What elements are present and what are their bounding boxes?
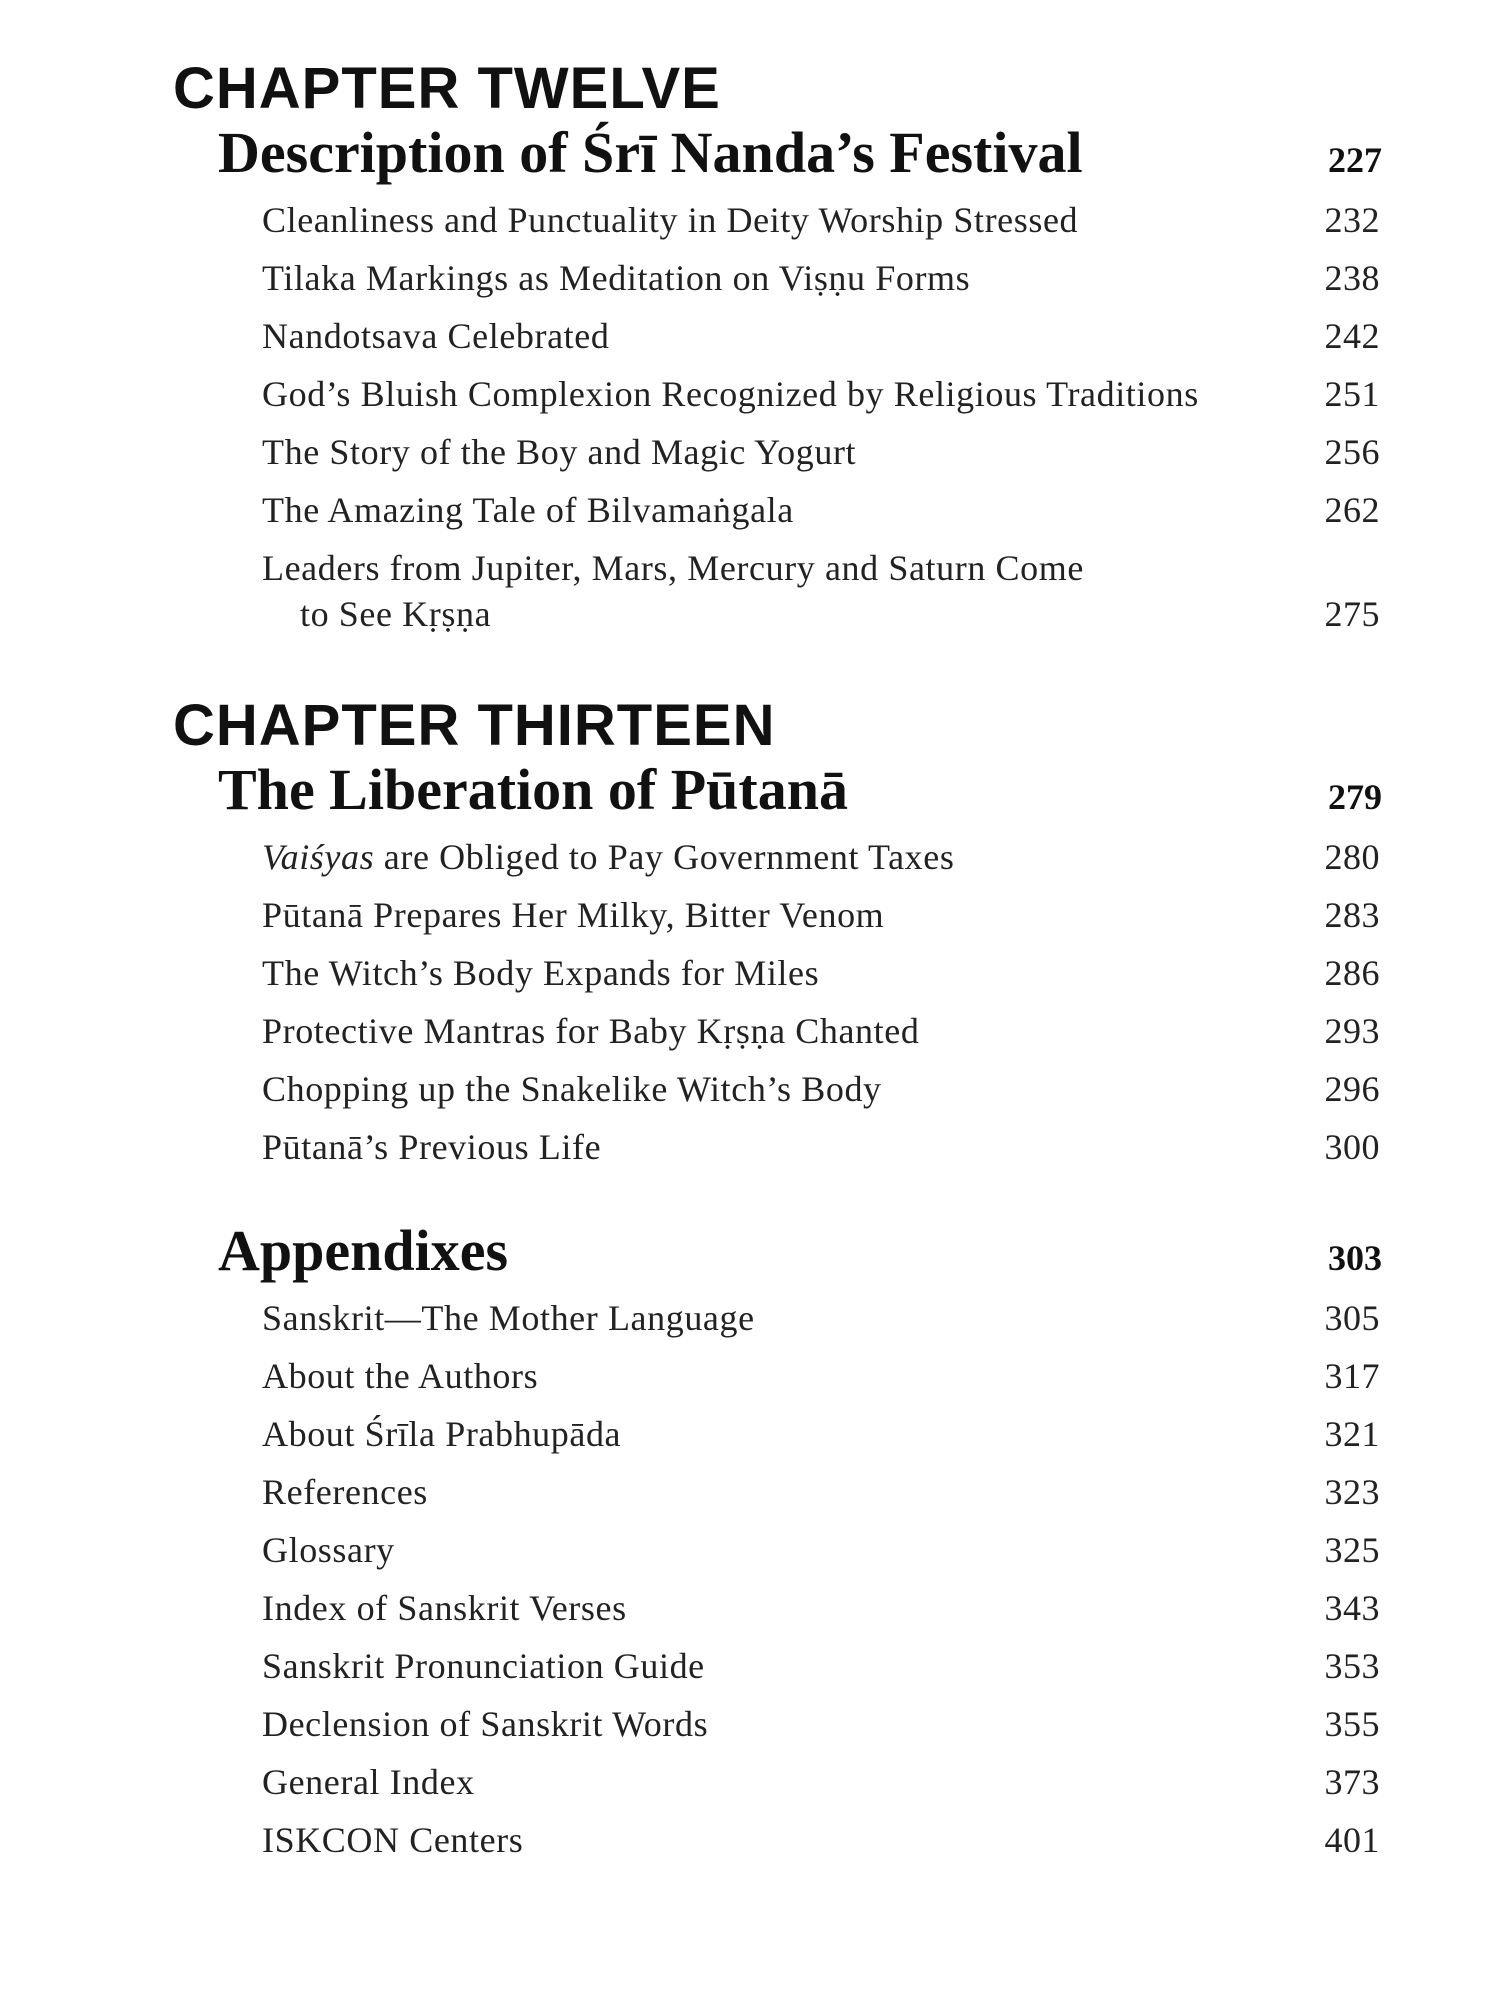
toc-entry-title: Index of Sanskrit Verses	[262, 1588, 627, 1628]
toc-entry-page: 325	[1324, 1530, 1380, 1570]
toc-entry-page: 293	[1324, 1011, 1380, 1051]
toc-entry	[262, 313, 1380, 359]
toc-entry	[262, 1817, 1380, 1863]
toc-entry-title: About Śrīla Prabhupāda	[262, 1414, 622, 1454]
toc-entry-page: 251	[1324, 374, 1380, 414]
toc-entry-title: The Amazing Tale of Bilvamaṅgala	[262, 490, 794, 530]
chapter-thirteen-label: CHAPTER THIRTEEN	[173, 693, 776, 758]
chapter-twelve-title: Description of Śrī Nanda’s Festival	[218, 120, 1083, 185]
toc-entry-page: 283	[1324, 895, 1380, 935]
toc-entry-page: 343	[1324, 1588, 1380, 1628]
toc-entry-page: 232	[1324, 200, 1380, 240]
toc-entry	[262, 834, 1380, 880]
chapter-twelve-label: CHAPTER TWELVE	[173, 56, 721, 121]
toc-entry-title: God’s Bluish Complexion Recognized by Religious Traditions	[262, 374, 1199, 414]
toc-entry-page: 296	[1324, 1069, 1380, 1109]
toc-entry	[262, 1295, 1380, 1341]
chapter-thirteen-heading	[218, 757, 1382, 822]
toc-entry-page: 353	[1324, 1646, 1380, 1686]
toc-entry	[262, 1643, 1380, 1689]
toc-entry	[262, 1469, 1380, 1515]
toc-entry	[262, 1008, 1380, 1054]
toc-entry-page: 262	[1324, 490, 1380, 530]
toc-entry-title: About the Authors	[262, 1356, 539, 1396]
toc-entry-page: 317	[1324, 1356, 1380, 1396]
toc-entry-title: The Witch’s Body Expands for Miles	[262, 953, 820, 993]
toc-entry	[262, 1527, 1380, 1573]
toc-entry-page: 323	[1324, 1472, 1380, 1512]
toc-entry-title: Nandotsava Celebrated	[262, 316, 610, 356]
toc-entry	[262, 1411, 1380, 1457]
toc-entry-title: Chopping up the Snakelike Witch’s Body	[262, 1069, 882, 1109]
toc-entry-page: 256	[1324, 432, 1380, 472]
toc-entry-title	[262, 834, 954, 880]
toc-entry-page: 238	[1324, 258, 1380, 298]
toc-entry-title: Declension of Sanskrit Words	[262, 1704, 709, 1744]
toc-entry-title: Sanskrit—The Mother Language	[262, 1298, 755, 1338]
toc-entry-page: 321	[1324, 1414, 1380, 1454]
toc-entry-title: The Story of the Boy and Magic Yogurt	[262, 432, 857, 472]
toc-entry	[262, 429, 1380, 475]
toc-entry	[262, 892, 1380, 938]
toc-entry	[262, 1066, 1380, 1112]
toc-entry-page: 355	[1324, 1704, 1380, 1744]
toc-entry-page: 286	[1324, 953, 1380, 993]
toc-entry-title-italic: Vaiśyas	[262, 837, 375, 877]
chapter-twelve-heading	[218, 120, 1382, 185]
toc-entry	[262, 371, 1380, 417]
toc-entry-title: References	[262, 1472, 428, 1512]
toc-entry-title: Leaders from Jupiter, Mars, Mercury and Saturn Come	[262, 548, 1084, 588]
appendixes-title: Appendixes	[218, 1218, 509, 1283]
toc-entry-title: Cleanliness and Punctuality in Deity Worship Stressed	[262, 200, 1079, 240]
toc-entry	[262, 545, 1380, 637]
toc-entry-title: ISKCON Centers	[262, 1820, 524, 1860]
appendixes-page: 303	[1328, 1238, 1382, 1278]
toc-entry	[262, 197, 1380, 243]
toc-entry	[262, 1124, 1380, 1170]
toc-entry-page: 305	[1324, 1298, 1380, 1338]
toc-entry-page: 280	[1324, 837, 1380, 877]
toc-entry-page: 275	[1324, 594, 1380, 634]
toc-entry-page: 242	[1324, 316, 1380, 356]
toc-entry	[262, 1353, 1380, 1399]
toc-entry-page: 300	[1324, 1127, 1380, 1167]
toc-entry	[262, 1759, 1380, 1805]
chapter-thirteen-page: 279	[1328, 777, 1382, 817]
appendixes-heading	[218, 1218, 1382, 1283]
toc-entry-title: Pūtanā Prepares Her Milky, Bitter Venom	[262, 895, 885, 935]
toc-entry	[262, 1701, 1380, 1747]
chapter-thirteen-title: The Liberation of Pūtanā	[218, 757, 848, 822]
toc-entry-title-continued: to See Kṛṣṇa	[300, 594, 492, 634]
toc-entry-title: Pūtanā’s Previous Life	[262, 1127, 602, 1167]
chapter-twelve-page: 227	[1328, 140, 1382, 180]
toc-entry-title: Sanskrit Pronunciation Guide	[262, 1646, 705, 1686]
toc-entry	[262, 1585, 1380, 1631]
toc-entry-title: General Index	[262, 1762, 475, 1802]
toc-entry	[262, 255, 1380, 301]
toc-entry-page: 401	[1324, 1820, 1380, 1860]
toc-entry-title-rest: are Obliged to Pay Government Taxes	[374, 837, 955, 877]
toc-entry-page: 373	[1324, 1762, 1380, 1802]
toc-entry	[262, 487, 1380, 533]
toc-entry-title: Tilaka Markings as Meditation on Viṣṇu Forms	[262, 258, 971, 298]
toc-entry-title: Glossary	[262, 1530, 395, 1570]
toc-entry-title: Protective Mantras for Baby Kṛṣṇa Chanted	[262, 1011, 920, 1051]
toc-entry	[262, 950, 1380, 996]
